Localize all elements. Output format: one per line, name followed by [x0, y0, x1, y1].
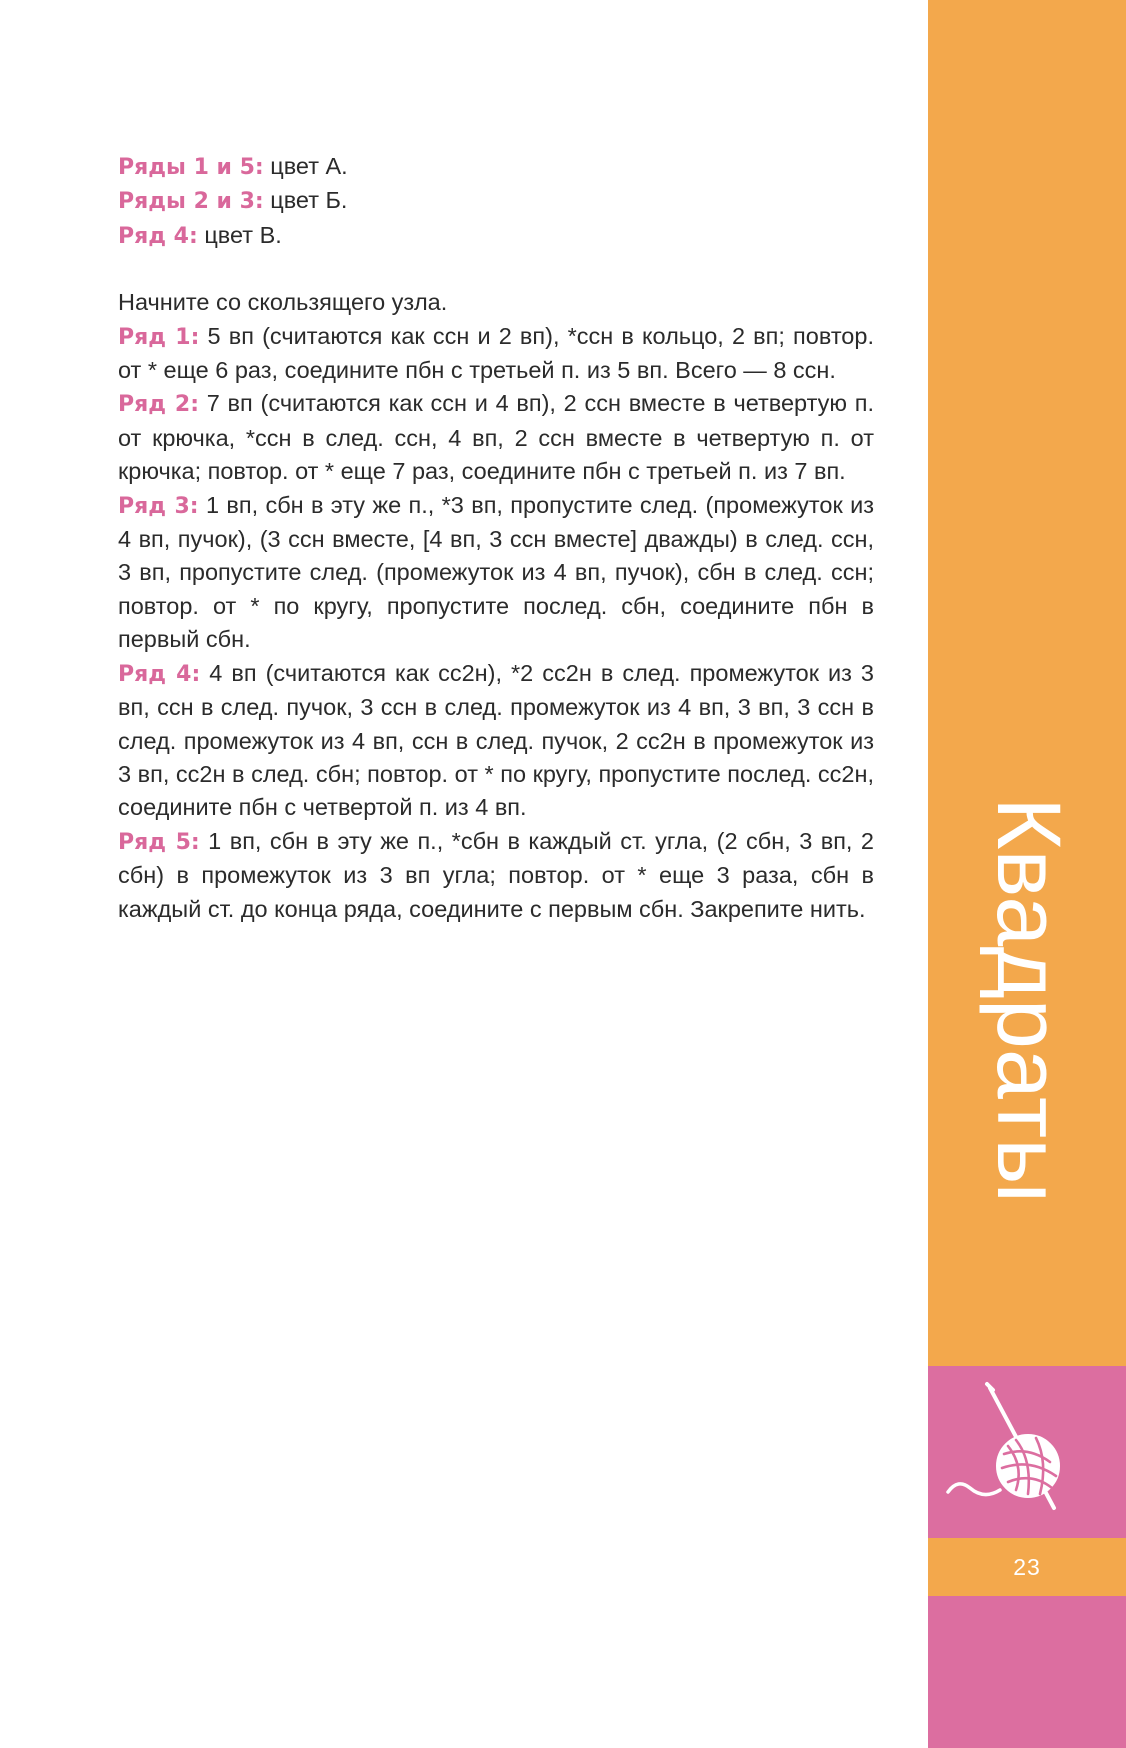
color-value: цвет В. [197, 221, 282, 248]
color-value: цвет Б. [263, 187, 348, 214]
color-line-3 [118, 219, 874, 253]
row-text: 1 вп, сбн в эту же п., *сбн в каждый ст. угла, (2 сбн, 3 вп, 2 сбн) в промежуток из 3 вп угла; повтор. от * еще 3 раза, сбн в каждый ст. до конца ряда, соедините с первым сбн. Закрепите нить. [118, 827, 874, 922]
color-line-1 [118, 150, 874, 184]
row-label: Ряд 2: [118, 392, 199, 418]
chapter-sidebar [928, 0, 1126, 1748]
row-text: 7 вп (считаются как ссн и 4 вп), 2 ссн вместе в четвертую п. от крючка, *ссн в след. ссн, 4 вп, 2 ссн вместе в четвертую п. от крючка; повтор. от * еще 7 раз, соедините пбн с третьей п. из 7 вп. [118, 390, 874, 485]
row-2-instruction [118, 387, 874, 488]
color-label: Ряды 1 и 5: [118, 155, 264, 180]
row-text: 1 вп, сбн в эту же п., *3 вп, пропустите след. (промежуток из 4 вп, пучок), (3 ссн вместе, [4 вп, 3 ссн вместе] дважды) в след. ссн, 3 вп, пропустите след. (промежуток из 4 вп, пучок), сбн в след. ссн; повтор. от * по кругу, пропустите послед. сбн, соедините пбн в первый сбн. [118, 491, 874, 653]
section-title: Квадраты [978, 797, 1078, 1203]
sidebar-band-orange [928, 0, 1126, 1366]
row-label: Ряд 1: [118, 324, 200, 350]
row-3-instruction [118, 489, 874, 657]
sidebar-band-pink [928, 1366, 1126, 1538]
color-line-2 [118, 184, 874, 218]
color-label: Ряды 2 и 3: [118, 189, 264, 215]
color-value: цвет А. [263, 153, 348, 179]
intro-paragraph: Начните со скользящего узла. [118, 289, 448, 316]
row-text: 5 вп (считаются как ссн и 2 вп), *ссн в кольцо, 2 вп; повтор. от * еще 6 раз, соедините пбн с третьей п. из 5 вп. Всего — 8 ссн. [118, 322, 874, 384]
instructions-text [118, 150, 874, 926]
row-1-instruction [118, 320, 874, 388]
yarn-ball-crochet-hook-icon [936, 1376, 1116, 1526]
row-text: 4 вп (считаются как сс2н), *2 сс2н в след. промежуток из 3 вп, ссн в след. пучок, 3 ссн в след. промежуток из 4 вп, 3 вп, 3 ссн в след. промежуток из 4 вп, ссн в след. пучок, 2 сс2н в промежуток из 3 вп, сс2н в след. сбн; повтор. от * по кругу, пропустите послед. сс2н, соедините пбн с четвертой п. из 4 вп. [118, 659, 874, 821]
page-number-band [928, 1538, 1126, 1596]
row-label: Ряд 3: [118, 493, 199, 519]
row-label: Ряд 4: [118, 661, 201, 687]
row-label: Ряд 5: [118, 829, 200, 855]
page-number: 23 [1013, 1553, 1041, 1580]
sidebar-band-pink-bottom [928, 1596, 1126, 1748]
color-label: Ряд 4: [118, 223, 198, 249]
row-4-instruction [118, 657, 874, 825]
row-5-instruction [118, 825, 874, 926]
